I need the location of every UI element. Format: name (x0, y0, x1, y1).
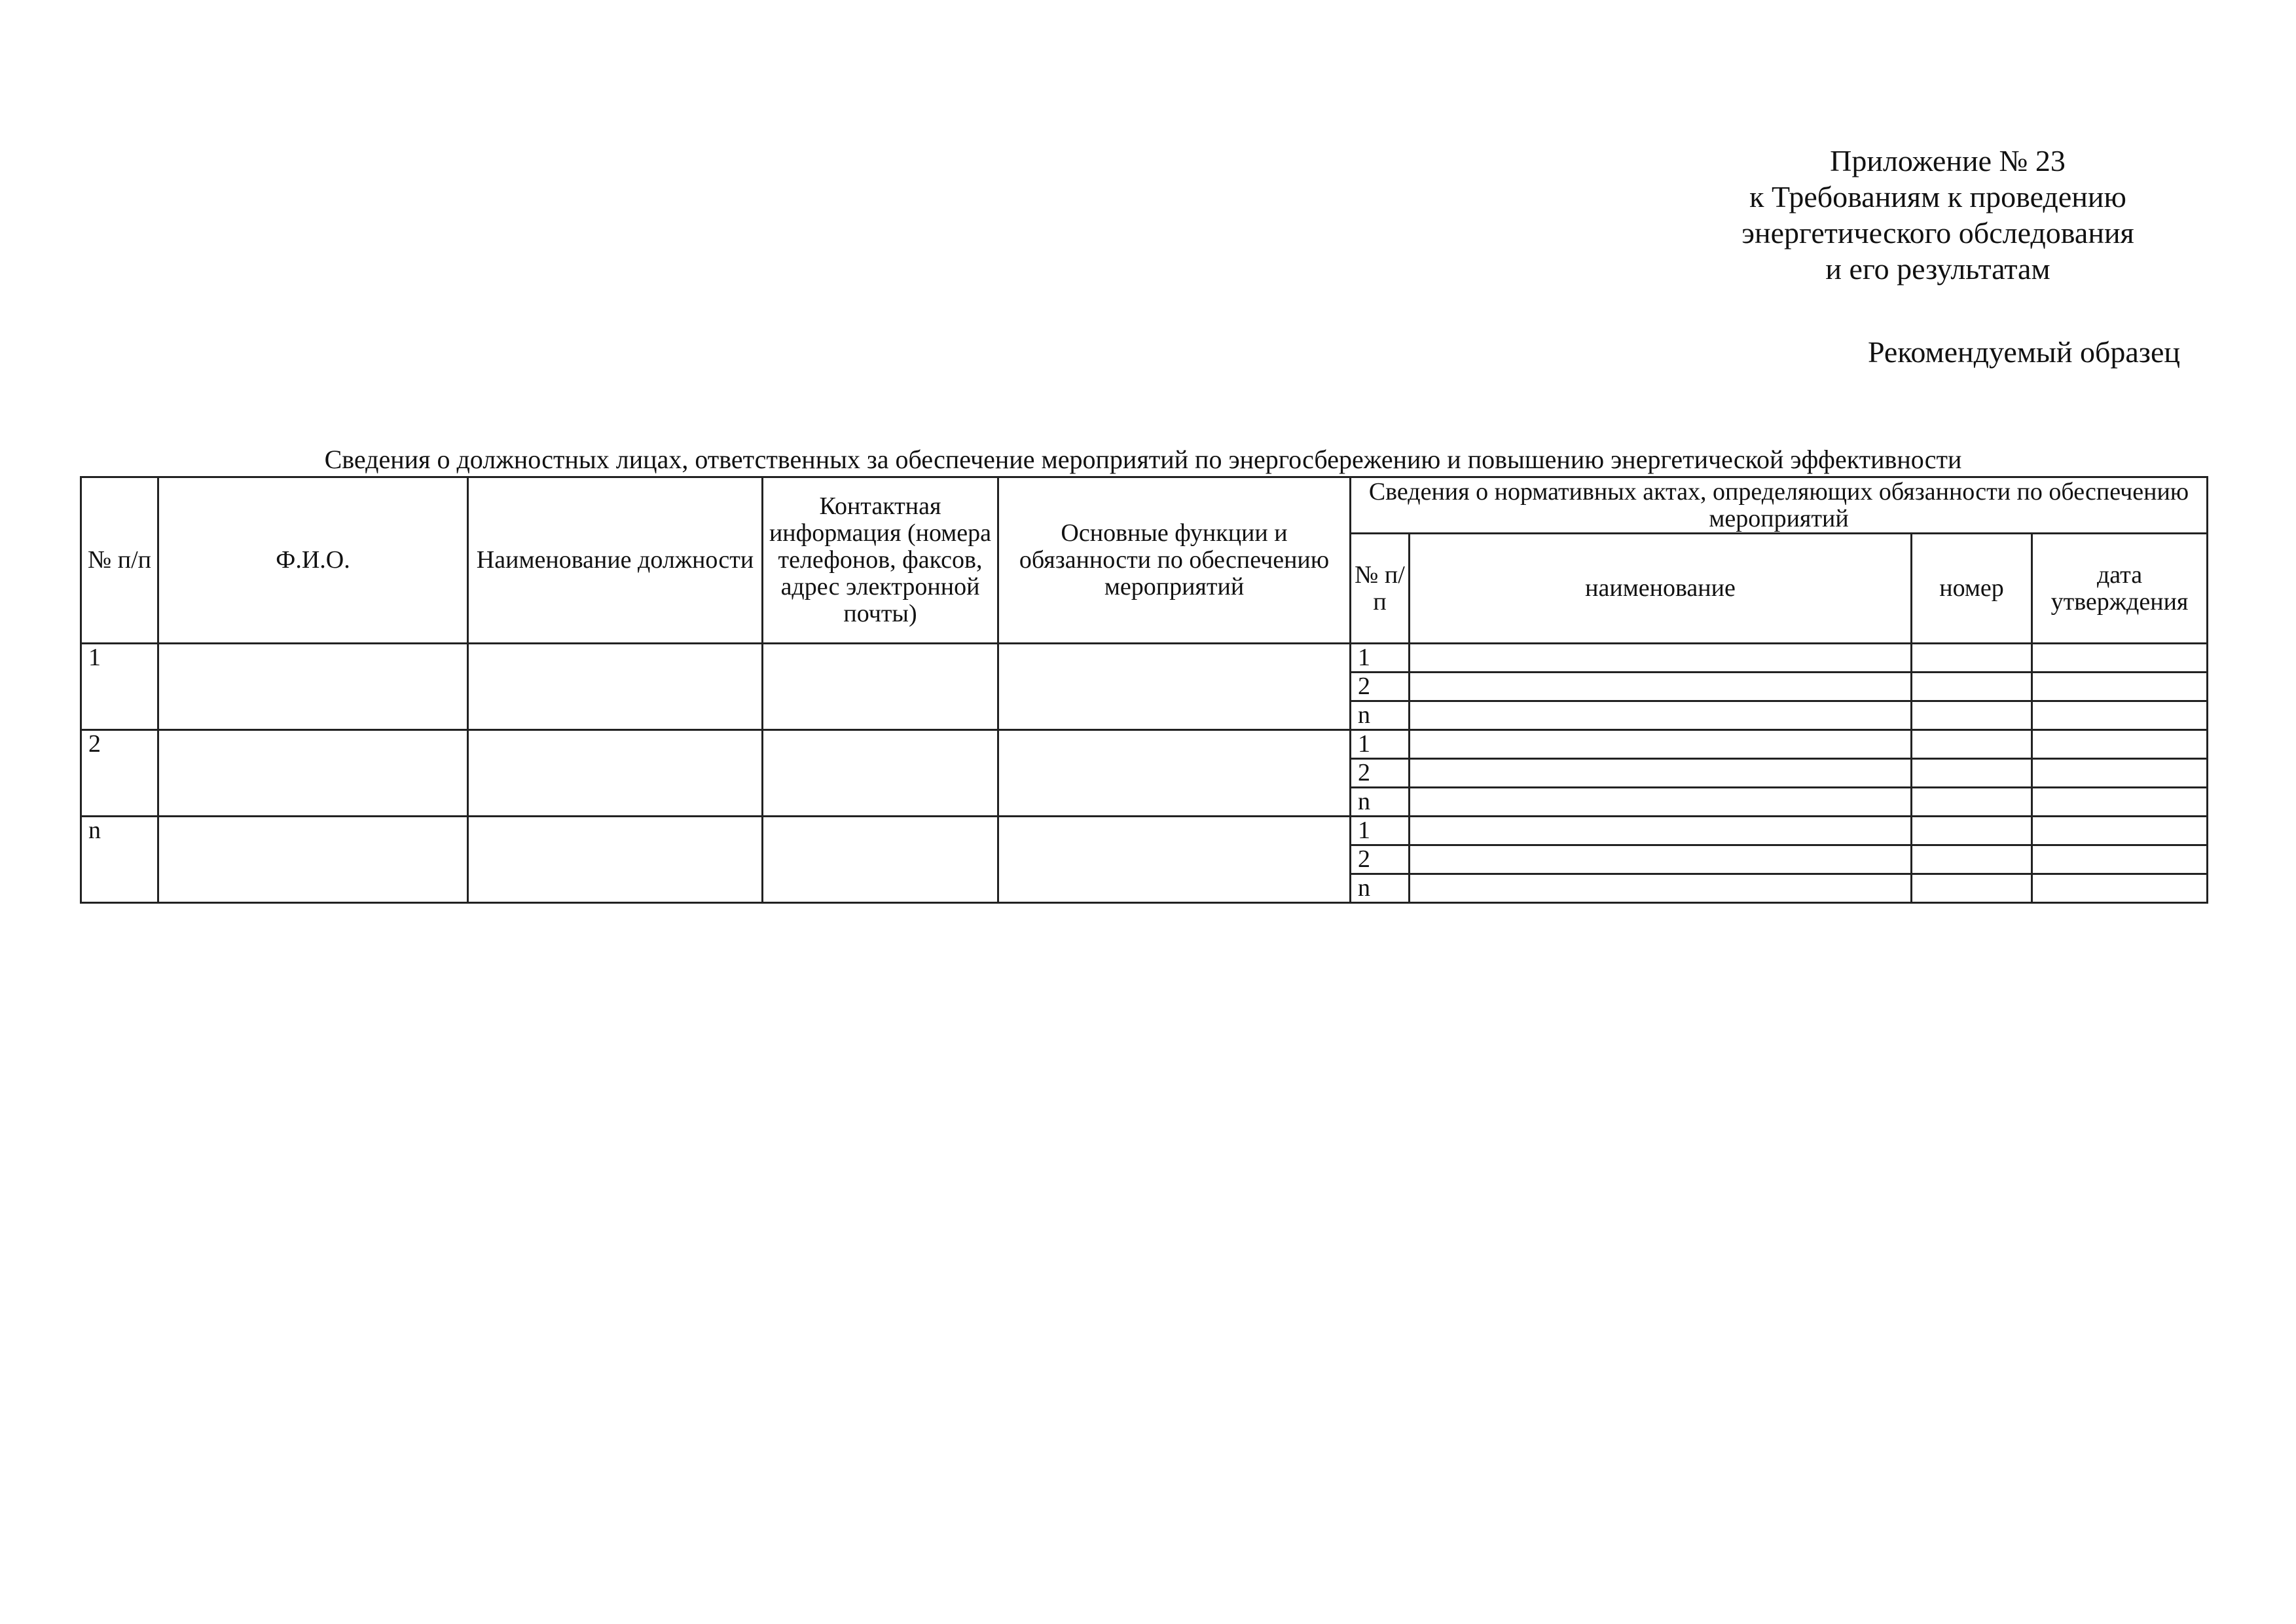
act-number-cell[interactable] (1912, 817, 2032, 845)
act-index: n (1351, 874, 1410, 903)
header-position: Наименование должности (468, 477, 763, 644)
position-cell[interactable] (468, 730, 763, 817)
table-row (81, 817, 2208, 845)
header-num: № п/п (81, 477, 158, 644)
header-fio: Ф.И.О. (158, 477, 468, 644)
fio-cell[interactable] (158, 817, 468, 903)
header-acts-number: номер (1912, 534, 2032, 644)
act-name-cell[interactable] (1410, 701, 1912, 730)
act-number-cell[interactable] (1912, 759, 2032, 788)
act-name-cell[interactable] (1410, 817, 1912, 845)
act-date-cell[interactable] (2032, 673, 2208, 701)
table-caption: Сведения о должностных лицах, ответственных за обеспечение мероприятий по энергосбережению и повышению энергетической эффективности (324, 445, 1962, 474)
act-date-cell[interactable] (2032, 845, 2208, 874)
act-number-cell[interactable] (1912, 701, 2032, 730)
act-number-cell[interactable] (1912, 845, 2032, 874)
contact-cell[interactable] (763, 817, 998, 903)
act-name-cell[interactable] (1410, 730, 1912, 759)
act-name-cell[interactable] (1410, 644, 1912, 673)
act-number-cell[interactable] (1912, 673, 2032, 701)
act-date-cell[interactable] (2032, 817, 2208, 845)
act-date-cell[interactable] (2032, 759, 2208, 788)
appendix-title: Приложение № 23 (1830, 144, 2066, 177)
act-index: n (1351, 788, 1410, 817)
act-index: 2 (1351, 673, 1410, 701)
act-index: 1 (1351, 644, 1410, 673)
appendix-line-2: к Требованиям к проведению (1749, 180, 2126, 213)
fio-cell[interactable] (158, 730, 468, 817)
table-row (81, 644, 2208, 673)
header-acts-num: № п/п (1351, 534, 1410, 644)
act-index: 1 (1351, 817, 1410, 845)
functions-cell[interactable] (998, 644, 1351, 730)
position-cell[interactable] (468, 644, 763, 730)
functions-cell[interactable] (998, 730, 1351, 817)
act-number-cell[interactable] (1912, 874, 2032, 903)
fio-cell[interactable] (158, 644, 468, 730)
act-name-cell[interactable] (1410, 673, 1912, 701)
act-index: n (1351, 701, 1410, 730)
row-index: n (81, 817, 158, 903)
header-acts-name: наименование (1410, 534, 1912, 644)
act-index: 2 (1351, 845, 1410, 874)
contact-cell[interactable] (763, 644, 998, 730)
header-acts-date: дата утверждения (2032, 534, 2208, 644)
functions-cell[interactable] (998, 817, 1351, 903)
act-name-cell[interactable] (1410, 874, 1912, 903)
contact-cell[interactable] (763, 730, 998, 817)
row-index: 1 (81, 644, 158, 730)
sample-label: Рекомендуемый образец (1867, 335, 2180, 369)
header-contact: Контактная информация (номера телефонов, факсов, адрес электронной почты) (763, 477, 998, 644)
header-functions: Основные функции и обязанности по обеспечению мероприятий (998, 477, 1351, 644)
act-name-cell[interactable] (1410, 759, 1912, 788)
act-number-cell[interactable] (1912, 730, 2032, 759)
appendix-block (1676, 143, 2200, 287)
position-cell[interactable] (468, 817, 763, 903)
act-date-cell[interactable] (2032, 644, 2208, 673)
act-index: 2 (1351, 759, 1410, 788)
act-date-cell[interactable] (2032, 730, 2208, 759)
act-number-cell[interactable] (1912, 788, 2032, 817)
appendix-line-4: и его результатам (1825, 252, 2050, 286)
act-date-cell[interactable] (2032, 874, 2208, 903)
act-date-cell[interactable] (2032, 701, 2208, 730)
row-index: 2 (81, 730, 158, 817)
act-index: 1 (1351, 730, 1410, 759)
act-name-cell[interactable] (1410, 788, 1912, 817)
act-name-cell[interactable] (1410, 845, 1912, 874)
header-acts-group: Сведения о нормативных актах, определяющих обязанности по обеспечению мероприятий (1351, 477, 2208, 534)
act-date-cell[interactable] (2032, 788, 2208, 817)
appendix-line-3: энергетического обследования (1741, 216, 2134, 249)
officials-table (80, 476, 2208, 904)
table-row (81, 730, 2208, 759)
act-number-cell[interactable] (1912, 644, 2032, 673)
